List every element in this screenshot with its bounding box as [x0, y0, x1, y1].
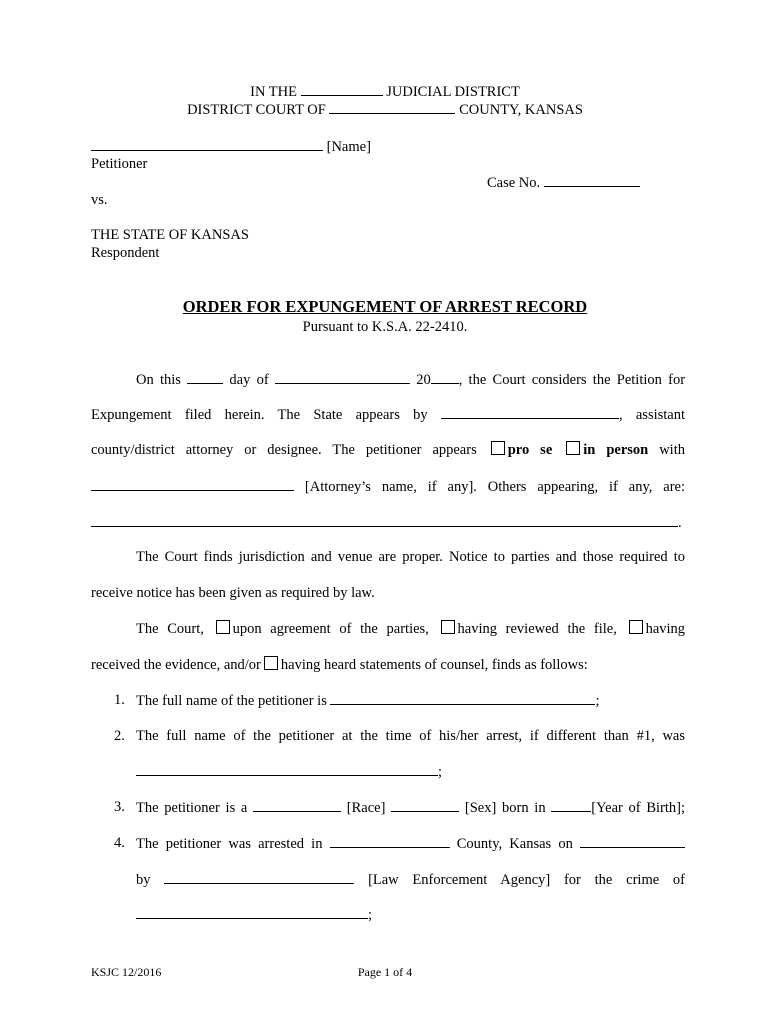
year-prefix: 20 [416, 372, 431, 388]
attorney-name-blank[interactable] [91, 477, 294, 491]
court-header-line1 [0, 82, 770, 101]
by-label: by [136, 872, 151, 888]
document-subtitle: Pursuant to K.S.A. 22-2410. [302, 319, 468, 335]
item-2 [136, 727, 685, 745]
in-person-checkbox[interactable] [566, 441, 580, 455]
item-1-number: 1. [114, 692, 125, 708]
state-appears-text: Expungement filed herein. The State appears by [91, 407, 428, 423]
having-label: having [645, 621, 686, 637]
item-2-line-2 [136, 762, 442, 781]
findings-line-2: receive notice has been given as required by law. [91, 585, 375, 601]
heard-counsel-label: having heard statements of counsel, finds as follows: [280, 657, 588, 673]
reviewed-file-label: having reviewed the file, [457, 621, 617, 637]
petitioner-label: Petitioner [91, 156, 148, 172]
day-of-text: day of [229, 372, 269, 388]
item-3-number: 3. [114, 799, 125, 815]
title-text: ORDER FOR EXPUNGEMENT OF ARREST RECORD [182, 297, 588, 316]
item-4-text: The petitioner was arrested in [136, 836, 323, 852]
header-county-kansas: COUNTY, KANSAS [459, 102, 583, 118]
attorney-name-text: [Attorney’s name, if any]. Others appearing, if any, are: [304, 479, 686, 495]
reviewed-file-checkbox[interactable] [441, 620, 455, 634]
month-blank[interactable] [275, 370, 410, 384]
item-4 [136, 834, 685, 853]
item-3 [136, 798, 685, 817]
item-4-number: 4. [114, 835, 125, 851]
agreement-label: upon agreement of the parties, [232, 621, 429, 637]
case-no-label: Case No. [487, 175, 541, 191]
year-of-birth-blank[interactable] [551, 798, 591, 812]
received-evidence-label: received the evidence, and/or [91, 657, 261, 673]
pro-se-checkbox[interactable] [491, 441, 505, 455]
item-1 [136, 691, 600, 710]
others-appearing-blank[interactable] [91, 513, 678, 527]
intro-line-1 [91, 370, 685, 389]
received-evidence-checkbox[interactable] [629, 620, 643, 634]
case-number-blank[interactable] [544, 173, 640, 187]
arrest-date-blank[interactable] [580, 834, 685, 848]
on-this-text: On this [136, 372, 181, 388]
court-header-line2 [0, 100, 770, 119]
court-considers-text: , the Court considers the Petition for [458, 372, 686, 388]
item-4-end: ; [368, 907, 373, 923]
item-1-end: ; [595, 693, 600, 709]
state-attorney-blank[interactable] [441, 405, 619, 419]
agency-crime-label: [Law Enforcement Agency] for the crime of [368, 872, 686, 888]
intro-line-5 [91, 513, 682, 532]
pro-se-label: pro se [507, 442, 553, 458]
name-label: [Name] [326, 139, 371, 155]
judicial-district-blank[interactable] [301, 82, 383, 96]
petitioner-name-blank[interactable] [91, 137, 323, 151]
item-3-text: The petitioner is a [136, 800, 248, 816]
intro-line-2 [91, 405, 685, 424]
document-title [0, 298, 770, 317]
the-court-text: The Court, [136, 621, 204, 637]
state-of-kansas: THE STATE OF KANSAS [91, 227, 249, 243]
header-in-the: IN THE [250, 84, 297, 100]
item-4-line-2 [136, 870, 685, 889]
item-2-text: The full name of the petitioner at the time of his/her arrest, if different than #1, was [136, 728, 685, 744]
county-blank[interactable] [329, 100, 455, 114]
form-version: KSJC 12/2016 [91, 965, 162, 979]
agreement-checkbox[interactable] [216, 620, 230, 634]
heard-counsel-checkbox[interactable] [264, 656, 278, 670]
item-1-text: The full name of the petitioner is [136, 693, 327, 709]
page-number: Page 1 of 4 [357, 965, 413, 979]
sex-blank[interactable] [391, 798, 459, 812]
header-judicial-district: JUDICIAL DISTRICT [386, 84, 520, 100]
assistant-text: , assistant [618, 407, 686, 423]
findings-line-4 [91, 656, 588, 674]
item-2-number: 2. [114, 728, 125, 744]
sex-born-label: [Sex] born in [464, 800, 546, 816]
petitioner-name-line [91, 137, 371, 156]
arrest-county-blank[interactable] [330, 834, 450, 848]
item-2-end: ; [438, 764, 443, 780]
header-district-court-of: DISTRICT COURT OF [187, 102, 326, 118]
intro-line-3 [91, 441, 685, 459]
race-blank[interactable] [253, 798, 341, 812]
year-blank[interactable] [431, 370, 459, 384]
period: . [678, 515, 682, 531]
county-kansas-on-label: County, Kansas on [456, 836, 573, 852]
in-person-label: in person [583, 442, 649, 458]
petitioner-appears-text: county/district attorney or designee. The petitioner appears [91, 442, 477, 458]
respondent-label: Respondent [91, 245, 160, 261]
law-enforcement-agency-blank[interactable] [164, 870, 354, 884]
crime-blank[interactable] [136, 905, 368, 919]
race-label: [Race] [346, 800, 386, 816]
year-of-birth-label: [Year of Birth]; [591, 800, 686, 816]
name-at-arrest-blank[interactable] [136, 762, 438, 776]
day-blank[interactable] [187, 370, 223, 384]
with-text: with [659, 442, 685, 458]
jurisdiction-text: The Court finds jurisdiction and venue are proper. Notice to parties and those required to [136, 549, 685, 565]
item-4-line-3 [136, 905, 372, 924]
case-number-line [487, 173, 640, 192]
vs-label: vs. [91, 192, 108, 208]
full-name-blank[interactable] [330, 691, 595, 705]
intro-line-4 [91, 477, 685, 496]
findings-line-1 [91, 548, 685, 566]
findings-line-3 [91, 620, 685, 638]
